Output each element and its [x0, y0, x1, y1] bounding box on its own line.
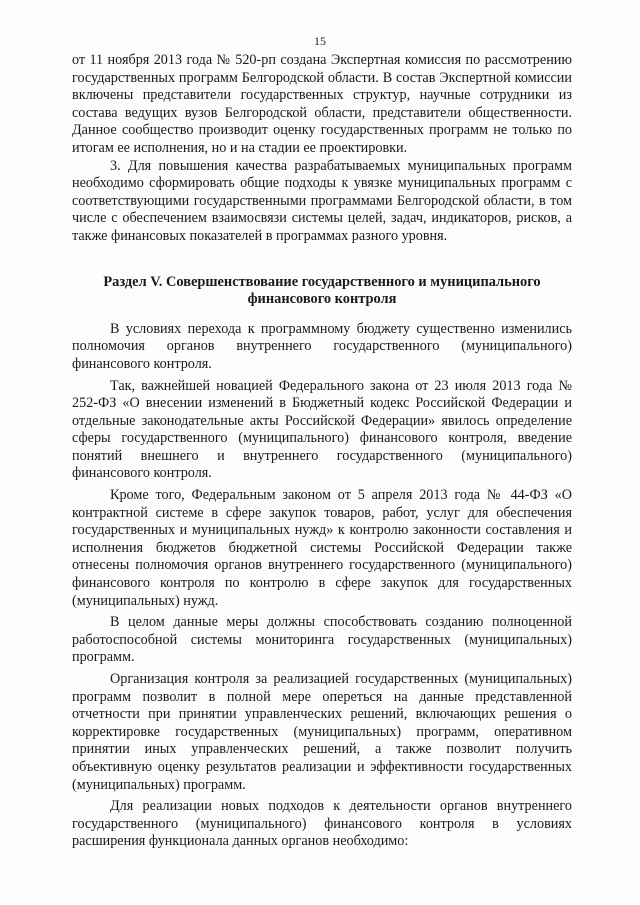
paragraph: В условиях перехода к программному бюджету существенно изменились полномочия органов внутреннего государственного (муниципального) финансового контроля. [72, 320, 572, 372]
paragraph-item-3: 3. Для повышения качества разрабатываемых муниципальных программ необходимо сформировать общие подходы к увязке муниципальных программ с соответствующими государственными программами Белгородской области, в том числе с обеспечением взаимосвязи системы целей, задач, индикаторов, рисков, а также финансовых показателей в программах разного уровня. [72, 157, 572, 244]
paragraph: Кроме того, Федеральным законом от 5 апреля 2013 года № 44-ФЗ «О контрактной системе в сфере закупок товаров, работ, услуг для обеспечения государственных и муниципальных нужд» к контролю законности составления и исполнения бюджетов бюджетной системы Российской Федерации также отнесены полномочия органов внутреннего государственного (муниципального) финансового контроля по контролю в сфере закупок для государственных (муниципальных) нужд. [72, 487, 572, 609]
section-title-line-1: Раздел V. Совершенствование государственного и муниципального [103, 273, 541, 290]
section-title-line-2: финансового контроля [247, 291, 397, 308]
paragraph-continuation: от 11 ноября 2013 года № 520-рп создана Экспертная комиссия по рассмотрению государственных программ Белгородской области. В состав Экспертной комиссии включены представители государственных структур, научные сотрудники из состава ведущих вузов Белгородской области, представители общественности. Данное сообщество производит оценку государственных программ не только по итогам ее исполнения, но и на стадии ее проектировки. [72, 52, 572, 156]
paragraph: Организация контроля за реализацией государственных (муниципальных) программ позволит в полной мере опереться на данные представленной отчетности при принятии управленческих решений, включающих решения о корректировке государственных (муниципальных) программ, оперативном принятии иных управленческих решений, а также позволит получить объективную оценку результатов реализации и эффективности государственных (муниципальных) программ. [72, 671, 572, 793]
paragraph: Так, важнейшей новацией Федерального закона от 23 июля 2013 года № 252-ФЗ «О внесении изменений в Бюджетный кодекс Российской Федерации и отдельные законодательные акты Российской Федерации» явилось определение сферы государственного (муниципального) финансового контроля, введение понятий внешнего и внутреннего государственного (муниципального) финансового контроля. [72, 377, 572, 482]
section-heading [72, 274, 572, 309]
paragraph: Для реализации новых подходов к деятельности органов внутреннего государственного (муниципального) финансового контроля в условиях расширения функционала данных органов необходимо: [72, 798, 572, 850]
page-number: 15 [314, 34, 326, 48]
document-body [72, 52, 572, 851]
paragraph: В целом данные меры должны способствовать созданию полноценной работоспособной системы мониторинга государственных (муниципальных) программ. [72, 614, 572, 666]
